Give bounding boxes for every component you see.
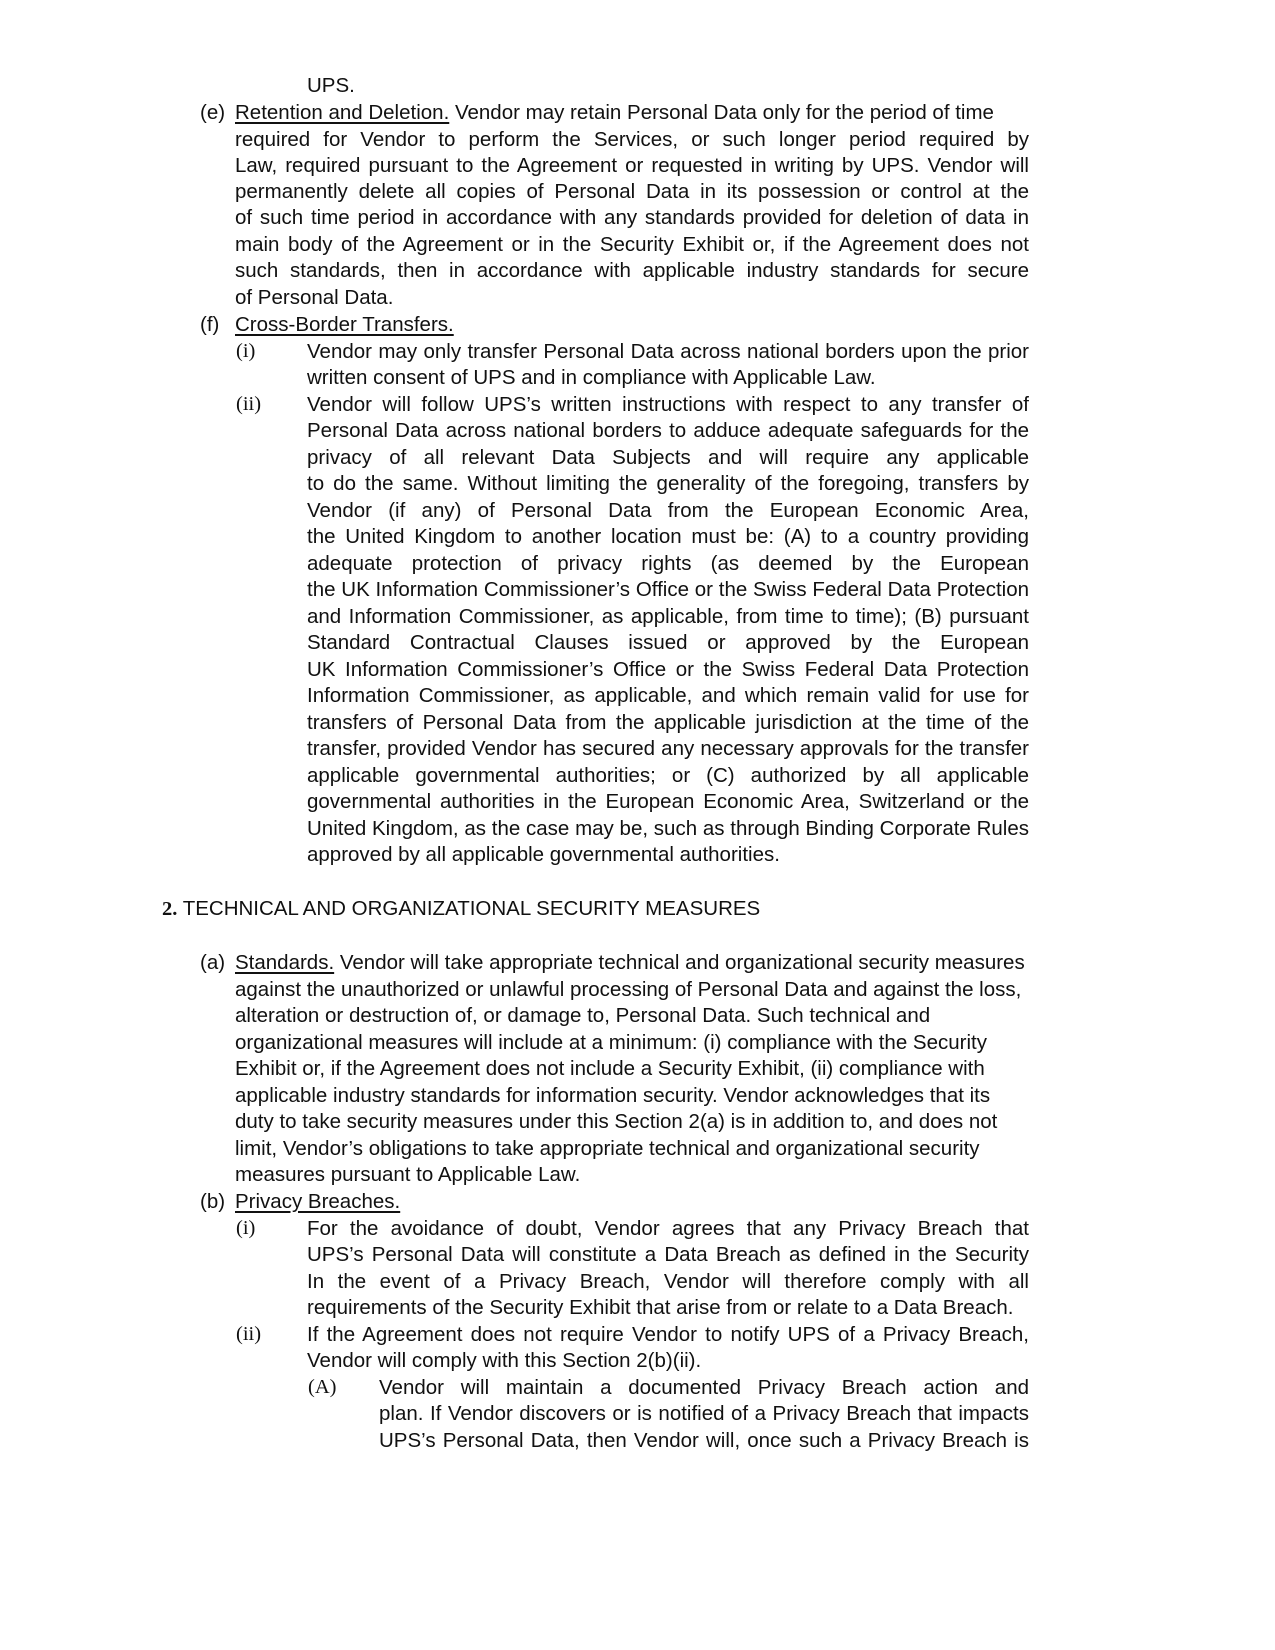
paragraph-line: UPS’s Personal Data, then Vendor will, once such a Privacy Breach is	[379, 1429, 1029, 1452]
paragraph-line: Law, required pursuant to the Agreement or requested in writing by UPS. Vendor will	[235, 154, 1029, 177]
paragraph-line: Vendor will follow UPS’s written instructions with respect to any transfer of	[307, 393, 1029, 416]
paragraph-line: of such time period in accordance with any standards provided for deletion of data in	[235, 206, 1029, 229]
paragraph-line: If the Agreement does not require Vendor to notify UPS of a Privacy Breach,	[307, 1323, 1029, 1346]
paragraph-line: to do the same. Without limiting the generality of the foregoing, transfers by	[307, 472, 1029, 495]
item-a-title: Standards.	[235, 951, 335, 974]
paragraph-text: Vendor will take appropriate technical and organizational security measures	[334, 951, 1025, 974]
item-label-a: (a)	[200, 951, 226, 974]
item-label-e: (e)	[200, 101, 226, 124]
item-label-f: (f)	[200, 313, 220, 336]
paragraph-line: transfer, provided Vendor has secured any necessary approvals for the transfer	[307, 737, 1029, 760]
subitem-label-ii: (ii)	[236, 393, 262, 415]
paragraph-text: Vendor may retain Personal Data only for the period of time	[449, 101, 994, 124]
paragraph-line: UPS.	[307, 74, 355, 97]
paragraph-line: measures pursuant to Applicable Law.	[235, 1163, 581, 1186]
paragraph-line: transfers of Personal Data from the applicable jurisdiction at the time of the	[307, 711, 1029, 734]
paragraph-line: For the avoidance of doubt, Vendor agrees that any Privacy Breach that	[307, 1217, 1029, 1240]
paragraph-line: written consent of UPS and in compliance with Applicable Law.	[307, 366, 876, 389]
paragraph-line: Vendor (if any) of Personal Data from the European Economic Area,	[307, 499, 1029, 522]
paragraph-line: applicable industry standards for information security. Vendor acknowledges that its	[235, 1084, 991, 1107]
subitem-label-A: (A)	[308, 1376, 337, 1398]
item-a-first-line	[235, 949, 1025, 976]
paragraph-line: privacy of all relevant Data Subjects and will require any applicable	[307, 446, 1029, 469]
paragraph-line: main body of the Agreement or in the Security Exhibit or, if the Agreement does not	[235, 233, 1029, 256]
paragraph-line: duty to take security measures under this Section 2(a) is in addition to, and does not	[235, 1110, 998, 1133]
paragraph-line: requirements of the Security Exhibit that arise from or relate to a Data Breach.	[307, 1296, 1014, 1319]
section-number: 2.	[162, 898, 178, 920]
paragraph-line: plan. If Vendor discovers or is notified of a Privacy Breach that impacts	[379, 1402, 1029, 1425]
paragraph-line: such standards, then in accordance with applicable industry standards for secure	[235, 259, 1029, 282]
section-title: TECHNICAL AND ORGANIZATIONAL SECURITY MEASURES	[177, 897, 761, 920]
item-b-title: Privacy Breaches.	[235, 1190, 401, 1213]
item-e-title: Retention and Deletion.	[235, 101, 450, 124]
item-label-b: (b)	[200, 1190, 226, 1213]
paragraph-line: applicable governmental authorities; or (C) authorized by all applicable	[307, 764, 1029, 787]
paragraph-line: against the unauthorized or unlawful processing of Personal Data and against the loss,	[235, 978, 1022, 1001]
paragraph-line: and Information Commissioner, as applicable, from time to time); (B) pursuant	[307, 605, 1029, 628]
paragraph-line: required for Vendor to perform the Services, or such longer period required by	[235, 128, 1029, 151]
paragraph-line: UK Information Commissioner’s Office or the Swiss Federal Data Protection	[307, 658, 1029, 681]
paragraph-line: Vendor may only transfer Personal Data across national borders upon the prior	[307, 340, 1029, 363]
paragraph-line: alteration or destruction of, or damage to, Personal Data. Such technical and	[235, 1004, 931, 1027]
paragraph-line: the UK Information Commissioner’s Office or the Swiss Federal Data Protection	[307, 578, 1029, 601]
paragraph-line: organizational measures will include at a minimum: (i) compliance with the Security	[235, 1031, 987, 1054]
item-e-first-line	[235, 99, 1029, 126]
paragraph-line: Personal Data across national borders to adduce adequate safeguards for the	[307, 419, 1029, 442]
paragraph-line: governmental authorities in the European Economic Area, Switzerland or the	[307, 790, 1029, 813]
paragraph-line: of Personal Data.	[235, 286, 394, 309]
subitem-label-i: (i)	[236, 340, 256, 362]
paragraph-line: In the event of a Privacy Breach, Vendor will therefore comply with all	[307, 1270, 1029, 1293]
subitem-label-i: (i)	[236, 1217, 256, 1239]
paragraph-line: approved by all applicable governmental authorities.	[307, 843, 780, 866]
paragraph-line: Information Commissioner, as applicable, and which remain valid for use for	[307, 684, 1029, 707]
item-f-title: Cross-Border Transfers.	[235, 313, 454, 336]
paragraph-line: United Kingdom, as the case may be, such as through Binding Corporate Rules	[307, 817, 1029, 840]
paragraph-line: limit, Vendor’s obligations to take appropriate technical and organizational security	[235, 1137, 980, 1160]
subitem-label-ii: (ii)	[236, 1323, 262, 1345]
paragraph-line: Vendor will comply with this Section 2(b)(ii).	[307, 1349, 702, 1372]
paragraph-line: UPS’s Personal Data will constitute a Data Breach as defined in the Security	[307, 1243, 1029, 1266]
paragraph-line: Exhibit or, if the Agreement does not include a Security Exhibit, (ii) compliance with	[235, 1057, 985, 1080]
paragraph-line: the United Kingdom to another location must be: (A) to a country providing	[307, 525, 1029, 548]
section-heading	[162, 895, 760, 923]
paragraph-line: adequate protection of privacy rights (as deemed by the European	[307, 552, 1029, 575]
paragraph-line: Standard Contractual Clauses issued or approved by the European	[307, 631, 1029, 654]
paragraph-line: permanently delete all copies of Personal Data in its possession or control at the	[235, 180, 1029, 203]
paragraph-line: Vendor will maintain a documented Privacy Breach action and	[379, 1376, 1029, 1399]
